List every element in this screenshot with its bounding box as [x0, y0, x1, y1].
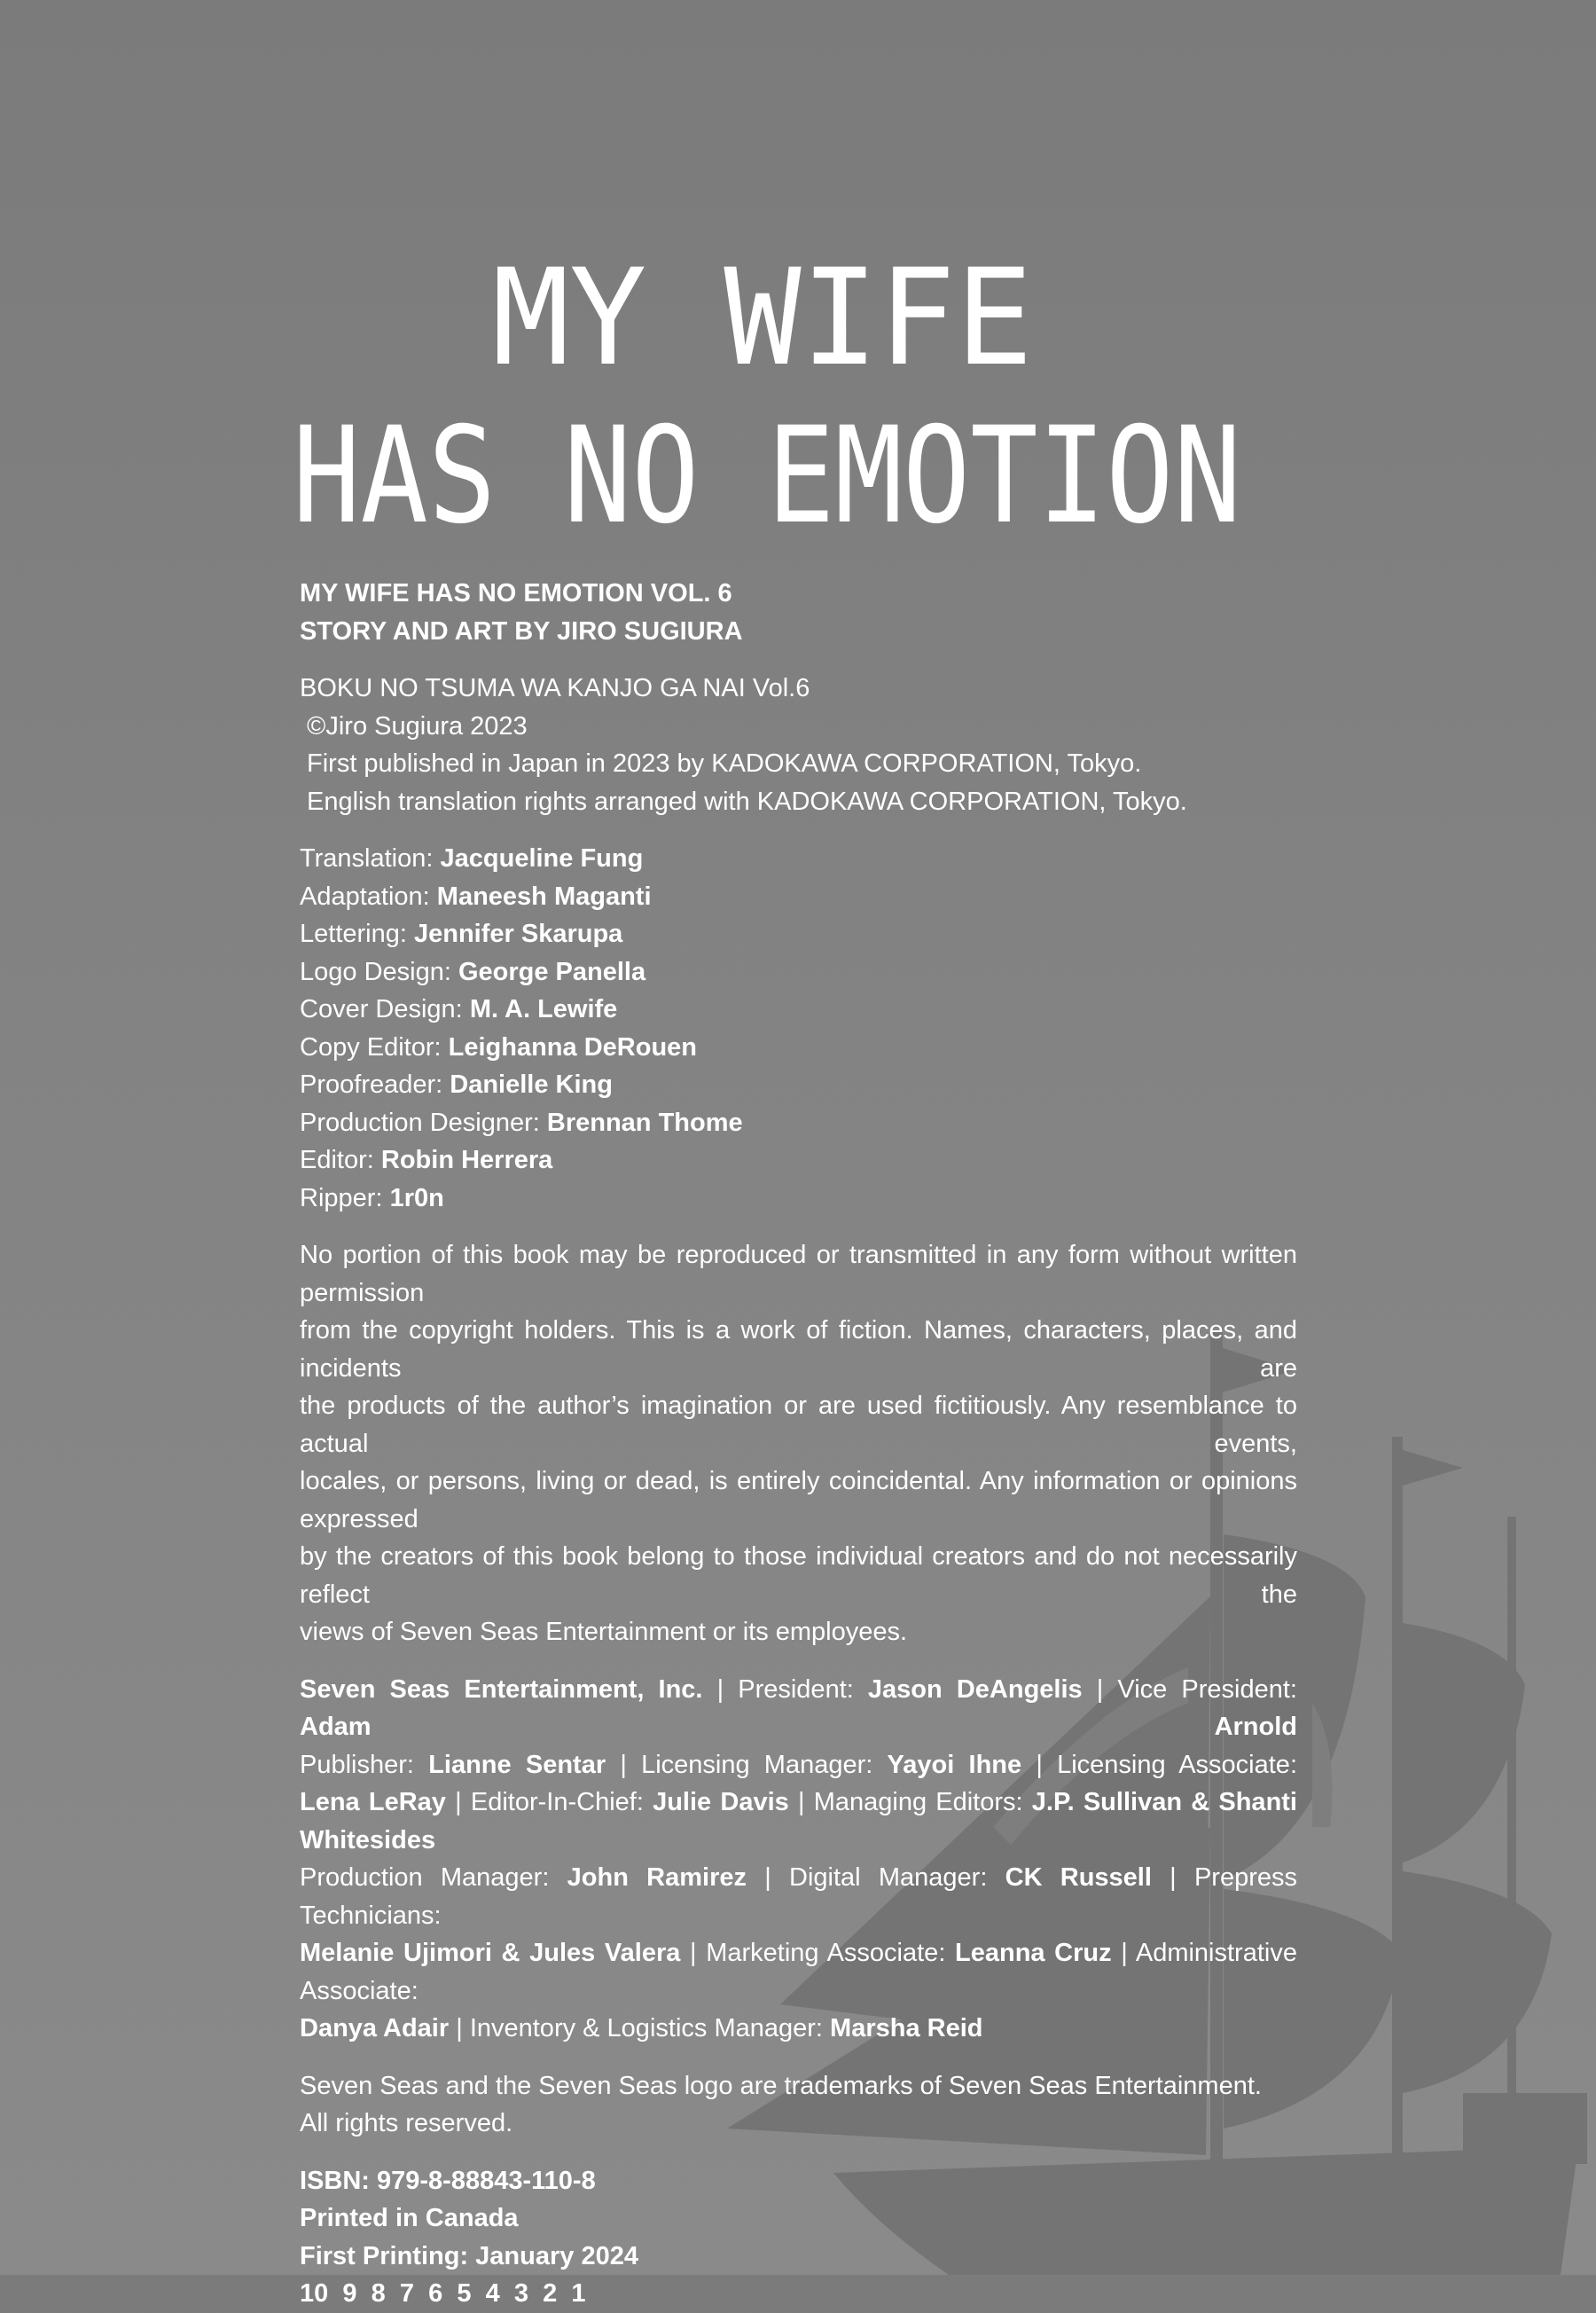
staff-line: Danya Adair | Inventory & Logistics Manager: Marsha Reid: [300, 2014, 983, 2042]
story-and-art-credit: STORY AND ART BY JIRO SUGIURA: [300, 616, 743, 646]
credit-editor: Editor: Robin Herrera: [300, 1146, 553, 1174]
printed-location: Printed in Canada: [300, 2204, 519, 2232]
disclaimer-line: the products of the author’s imagination or are used fictitiously. Any resemblance to actual events,: [300, 1392, 1297, 1458]
credits-list: [300, 840, 1297, 1217]
first-printing-date: First Printing: January 2024: [300, 2241, 638, 2270]
credit-lettering: Lettering: Jennifer Skarupa: [300, 920, 623, 948]
credit-adaptation: Adaptation: Maneesh Maganti: [300, 882, 652, 911]
staff-line: Production Manager: John Ramirez | Digital Manager: CK Russell | Prepress Technicians:: [300, 1863, 1297, 1930]
credit-cover-design: Cover Design: M. A. Lewife: [300, 995, 618, 1023]
credit-proofreader: Proofreader: Danielle King: [300, 1070, 613, 1099]
disclaimer-line: views of Seven Seas Entertainment or its employees.: [300, 1618, 908, 1646]
credit-ripper: Ripper: 1r0n: [300, 1183, 444, 1212]
trademark-notice: [300, 2067, 1297, 2143]
disclaimer-paragraph: [300, 1236, 1297, 1651]
logo-line-1: MY WIFE: [492, 241, 1033, 396]
staff-line: Seven Seas Entertainment, Inc. | President: Jason DeAngelis | Vice President: Adam Arnold: [300, 1674, 1297, 1741]
credit-production-designer: Production Designer: Brennan Thome: [300, 1108, 743, 1137]
trademark-line: Seven Seas and the Seven Seas logo are trademarks of Seven Seas Entertainment.: [300, 2071, 1262, 2100]
disclaimer-line: locales, or persons, living or dead, is entirely coincidental. Any information or opinions expressed: [300, 1467, 1297, 1533]
copyright-page: [300, 575, 1297, 2313]
credit-translation: Translation: Jacqueline Fung: [300, 844, 644, 873]
title-block: [300, 575, 1297, 650]
disclaimer-line: from the copyright holders. This is a work of fiction. Names, characters, places, and incidents are: [300, 1316, 1297, 1383]
disclaimer-line: No portion of this book may be reproduced or transmitted in any form without written permission: [300, 1241, 1297, 1307]
printing-numbers: 10 9 8 7 6 5 4 3 2 1: [300, 2279, 586, 2308]
staff-line: Publisher: Lianne Sentar | Licensing Manager: Yayoi Ihne | Licensing Associate:: [300, 1750, 1297, 1779]
credit-logo-design: Logo Design: George Panella: [300, 957, 646, 986]
disclaimer-line: by the creators of this book belong to those individual creators and do not necessarily reflect the: [300, 1542, 1297, 1609]
rights-reserved-line: All rights reserved.: [300, 2109, 513, 2137]
original-title: BOKU NO TSUMA WA KANJO GA NAI Vol.6: [300, 674, 810, 702]
isbn: ISBN: 979-8-88843-110-8: [300, 2166, 596, 2195]
original-publication: [300, 670, 1297, 820]
credit-copy-editor: Copy Editor: Leighanna DeRouen: [300, 1032, 697, 1062]
copyright-line: ©Jiro Sugiura 2023: [307, 711, 528, 741]
series-logo: [293, 239, 1250, 568]
translation-rights-line: English translation rights arranged with KADOKAWA CORPORATION, Tokyo.: [307, 787, 1187, 816]
staff-paragraph: [300, 1671, 1297, 2048]
volume-title: MY WIFE HAS NO EMOTION VOL. 6: [300, 579, 732, 608]
printing-info: [300, 2162, 1297, 2313]
first-published-line: First published in Japan in 2023 by KADOKAWA CORPORATION, Tokyo.: [307, 749, 1142, 778]
staff-line: Lena LeRay | Editor-In-Chief: Julie Davis | Managing Editors: J.P. Sullivan & Shanti Whitesides: [300, 1788, 1297, 1854]
logo-line-2: HAS NO EMOTION: [293, 399, 1241, 553]
staff-line: Melanie Ujimori & Jules Valera | Marketing Associate: Leanna Cruz | Administrative Associate:: [300, 1939, 1297, 2005]
